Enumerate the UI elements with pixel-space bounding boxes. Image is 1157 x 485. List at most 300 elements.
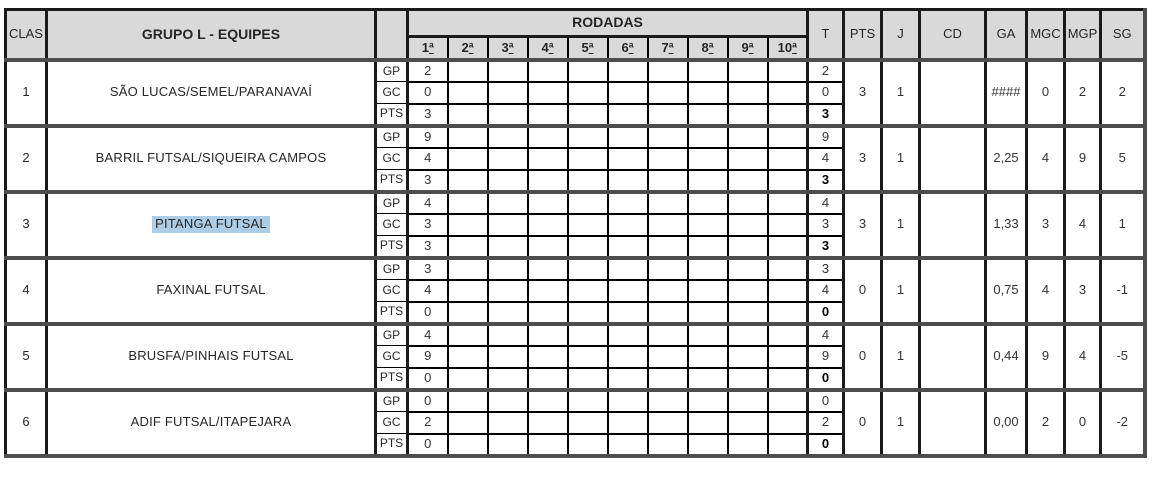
pts-cell[interactable]: 0 xyxy=(844,390,882,456)
mgp-cell[interactable]: 0 xyxy=(1065,390,1101,456)
round-cell[interactable]: 9 xyxy=(408,126,448,148)
sg-cell[interactable]: -5 xyxy=(1101,324,1145,390)
team-name-cell[interactable] xyxy=(47,258,376,324)
pts-cell[interactable]: 3 xyxy=(844,192,882,258)
round-cell[interactable] xyxy=(528,434,568,456)
total-gp-cell[interactable]: 4 xyxy=(808,192,844,214)
ga-cell[interactable]: 1,33 xyxy=(986,192,1027,258)
round-cell[interactable] xyxy=(688,192,728,214)
round-cell[interactable] xyxy=(768,236,808,258)
sg-cell[interactable]: -1 xyxy=(1101,258,1145,324)
round-cell[interactable] xyxy=(448,368,488,390)
round-cell[interactable] xyxy=(568,390,608,412)
round-cell[interactable] xyxy=(488,302,528,324)
total-gp-cell[interactable]: 9 xyxy=(808,126,844,148)
round-cell[interactable]: 4 xyxy=(408,324,448,346)
round-cell[interactable] xyxy=(728,126,768,148)
round-cell[interactable] xyxy=(768,434,808,456)
col-header-sg[interactable]: SG xyxy=(1101,10,1145,60)
mgp-cell[interactable]: 3 xyxy=(1065,258,1101,324)
round-cell[interactable] xyxy=(448,302,488,324)
round-cell[interactable] xyxy=(688,148,728,170)
round-cell[interactable] xyxy=(488,280,528,302)
round-cell[interactable] xyxy=(728,104,768,126)
round-cell[interactable] xyxy=(608,236,648,258)
j-cell[interactable]: 1 xyxy=(882,258,920,324)
clas-cell[interactable]: 2 xyxy=(6,126,47,192)
total-pts-cell[interactable]: 3 xyxy=(808,236,844,258)
round-cell[interactable] xyxy=(528,236,568,258)
col-header-ga[interactable]: GA xyxy=(986,10,1027,60)
round-cell[interactable] xyxy=(528,104,568,126)
round-cell[interactable] xyxy=(568,412,608,434)
total-pts-cell[interactable]: 3 xyxy=(808,170,844,192)
round-cell[interactable] xyxy=(688,170,728,192)
round-cell[interactable] xyxy=(488,126,528,148)
round-cell[interactable] xyxy=(528,390,568,412)
col-header-round-9[interactable] xyxy=(728,37,768,60)
round-cell[interactable] xyxy=(688,104,728,126)
mgp-cell[interactable]: 4 xyxy=(1065,192,1101,258)
cd-cell[interactable] xyxy=(920,324,986,390)
round-cell[interactable]: 9 xyxy=(408,346,448,368)
row-label-pts[interactable]: PTS xyxy=(376,368,408,390)
round-cell[interactable] xyxy=(648,148,688,170)
pts-cell[interactable]: 3 xyxy=(844,60,882,126)
round-cell[interactable] xyxy=(488,324,528,346)
row-label-gc[interactable]: GC xyxy=(376,412,408,434)
round-cell[interactable] xyxy=(488,104,528,126)
ga-cell[interactable]: #### xyxy=(986,60,1027,126)
col-header-pts[interactable]: PTS xyxy=(844,10,882,60)
round-cell[interactable] xyxy=(448,104,488,126)
row-label-gc[interactable]: GC xyxy=(376,214,408,236)
round-ordinal: ª xyxy=(792,39,797,55)
col-header-round-5[interactable] xyxy=(568,37,608,60)
row-label-gc[interactable]: GC xyxy=(376,82,408,104)
round-cell[interactable] xyxy=(728,390,768,412)
round-cell[interactable] xyxy=(488,192,528,214)
clas-cell[interactable]: 6 xyxy=(6,390,47,456)
round-cell[interactable] xyxy=(728,368,768,390)
round-cell[interactable] xyxy=(488,82,528,104)
round-cell[interactable] xyxy=(488,258,528,280)
round-cell[interactable] xyxy=(768,368,808,390)
round-cell[interactable] xyxy=(688,126,728,148)
round-cell[interactable] xyxy=(488,434,528,456)
total-gc-cell[interactable]: 3 xyxy=(808,214,844,236)
round-cell[interactable] xyxy=(528,258,568,280)
row-label-gp[interactable]: GP xyxy=(376,126,408,148)
round-cell[interactable]: 3 xyxy=(408,214,448,236)
round-cell[interactable] xyxy=(608,60,648,82)
round-cell[interactable] xyxy=(528,126,568,148)
round-cell[interactable] xyxy=(768,390,808,412)
round-cell[interactable] xyxy=(648,390,688,412)
round-cell[interactable] xyxy=(568,434,608,456)
round-cell[interactable] xyxy=(728,258,768,280)
col-header-group[interactable]: GRUPO L - EQUIPES xyxy=(47,10,376,60)
round-number: 8 xyxy=(701,39,709,55)
col-header-t[interactable]: T xyxy=(808,10,844,60)
round-cell[interactable] xyxy=(768,280,808,302)
col-header-round-6[interactable] xyxy=(608,37,648,60)
team-name-cell[interactable] xyxy=(47,60,376,126)
cd-cell[interactable] xyxy=(920,126,986,192)
mgc-cell[interactable]: 4 xyxy=(1027,258,1065,324)
round-cell[interactable]: 2 xyxy=(408,412,448,434)
row-label-gp[interactable]: GP xyxy=(376,324,408,346)
round-cell[interactable]: 0 xyxy=(408,302,448,324)
round-cell[interactable] xyxy=(448,126,488,148)
round-cell[interactable] xyxy=(728,346,768,368)
round-cell[interactable] xyxy=(688,214,728,236)
round-cell[interactable]: 3 xyxy=(408,170,448,192)
round-cell[interactable] xyxy=(608,302,648,324)
pts-cell[interactable]: 3 xyxy=(844,126,882,192)
pts-cell[interactable]: 0 xyxy=(844,258,882,324)
round-cell[interactable] xyxy=(648,170,688,192)
total-gc-cell[interactable]: 4 xyxy=(808,280,844,302)
round-cell[interactable]: 0 xyxy=(408,368,448,390)
row-label-pts[interactable]: PTS xyxy=(376,434,408,456)
cd-cell[interactable] xyxy=(920,192,986,258)
round-cell[interactable] xyxy=(608,214,648,236)
round-cell[interactable]: 4 xyxy=(408,148,448,170)
round-cell[interactable] xyxy=(448,236,488,258)
round-cell[interactable] xyxy=(488,214,528,236)
mgc-cell[interactable]: 3 xyxy=(1027,192,1065,258)
round-cell[interactable] xyxy=(768,412,808,434)
round-cell[interactable] xyxy=(648,434,688,456)
round-cell[interactable] xyxy=(608,346,648,368)
round-cell[interactable] xyxy=(528,170,568,192)
round-cell[interactable] xyxy=(488,170,528,192)
cd-cell[interactable] xyxy=(920,258,986,324)
round-cell[interactable] xyxy=(568,280,608,302)
round-cell[interactable] xyxy=(448,258,488,280)
j-cell[interactable]: 1 xyxy=(882,390,920,456)
round-cell[interactable] xyxy=(768,126,808,148)
row-label-pts[interactable]: PTS xyxy=(376,104,408,126)
round-cell[interactable] xyxy=(528,280,568,302)
ga-cell[interactable]: 0,00 xyxy=(986,390,1027,456)
round-cell[interactable] xyxy=(568,368,608,390)
round-cell[interactable] xyxy=(768,324,808,346)
clas-cell[interactable]: 5 xyxy=(6,324,47,390)
j-cell[interactable]: 1 xyxy=(882,192,920,258)
round-cell[interactable] xyxy=(688,368,728,390)
round-cell[interactable] xyxy=(448,82,488,104)
round-cell[interactable] xyxy=(448,192,488,214)
round-cell[interactable] xyxy=(448,390,488,412)
round-cell[interactable] xyxy=(688,280,728,302)
round-cell[interactable] xyxy=(728,412,768,434)
round-cell[interactable] xyxy=(488,346,528,368)
round-cell[interactable] xyxy=(448,412,488,434)
row-label-pts[interactable]: PTS xyxy=(376,170,408,192)
round-cell[interactable] xyxy=(608,126,648,148)
round-cell[interactable]: 4 xyxy=(408,192,448,214)
round-cell[interactable] xyxy=(768,192,808,214)
sg-cell[interactable]: 1 xyxy=(1101,192,1145,258)
round-cell[interactable] xyxy=(728,236,768,258)
round-cell[interactable] xyxy=(688,434,728,456)
round-number: 3 xyxy=(501,39,509,55)
round-cell[interactable] xyxy=(568,324,608,346)
mgp-cell[interactable]: 4 xyxy=(1065,324,1101,390)
round-cell[interactable] xyxy=(568,170,608,192)
round-cell[interactable] xyxy=(488,148,528,170)
round-cell[interactable] xyxy=(768,60,808,82)
col-header-cd[interactable]: CD xyxy=(920,10,986,60)
round-cell[interactable] xyxy=(688,236,728,258)
round-cell[interactable] xyxy=(728,170,768,192)
round-cell[interactable] xyxy=(768,214,808,236)
round-cell[interactable] xyxy=(728,280,768,302)
row-label-gp[interactable]: GP xyxy=(376,192,408,214)
total-gc-cell[interactable]: 2 xyxy=(808,412,844,434)
round-cell[interactable] xyxy=(448,280,488,302)
round-cell[interactable] xyxy=(448,60,488,82)
round-cell[interactable] xyxy=(608,148,648,170)
total-pts-cell[interactable]: 3 xyxy=(808,104,844,126)
round-cell[interactable] xyxy=(648,258,688,280)
row-label-gp[interactable]: GP xyxy=(376,60,408,82)
mgp-cell[interactable]: 9 xyxy=(1065,126,1101,192)
round-cell[interactable] xyxy=(608,412,648,434)
total-gp-cell[interactable]: 2 xyxy=(808,60,844,82)
team-name-cell[interactable] xyxy=(47,126,376,192)
round-cell[interactable] xyxy=(688,60,728,82)
round-cell[interactable] xyxy=(768,346,808,368)
round-number: 2 xyxy=(461,39,469,55)
mgp-cell[interactable]: 2 xyxy=(1065,60,1101,126)
round-cell[interactable] xyxy=(768,104,808,126)
mgc-cell[interactable]: 9 xyxy=(1027,324,1065,390)
round-number: 7 xyxy=(661,39,669,55)
round-cell[interactable] xyxy=(448,324,488,346)
round-cell[interactable]: 3 xyxy=(408,104,448,126)
round-cell[interactable] xyxy=(768,148,808,170)
total-gp-cell[interactable]: 4 xyxy=(808,324,844,346)
round-cell[interactable] xyxy=(768,170,808,192)
round-cell[interactable] xyxy=(608,434,648,456)
clas-cell[interactable]: 1 xyxy=(6,60,47,126)
ga-cell[interactable]: 0,75 xyxy=(986,258,1027,324)
round-cell[interactable] xyxy=(528,368,568,390)
round-cell[interactable] xyxy=(608,104,648,126)
round-cell[interactable] xyxy=(728,82,768,104)
round-cell[interactable] xyxy=(728,148,768,170)
round-cell[interactable]: 0 xyxy=(408,390,448,412)
round-cell[interactable] xyxy=(488,390,528,412)
round-cell[interactable] xyxy=(728,324,768,346)
round-cell[interactable] xyxy=(608,324,648,346)
round-cell[interactable] xyxy=(688,302,728,324)
round-cell[interactable] xyxy=(448,214,488,236)
round-cell[interactable] xyxy=(648,126,688,148)
team-name-cell[interactable] xyxy=(47,192,376,258)
col-header-rodadas[interactable]: RODADAS xyxy=(408,10,808,37)
sg-cell[interactable]: -2 xyxy=(1101,390,1145,456)
col-header-mgp[interactable]: MGP xyxy=(1065,10,1101,60)
j-cell[interactable]: 1 xyxy=(882,60,920,126)
pts-cell[interactable]: 0 xyxy=(844,324,882,390)
round-cell[interactable] xyxy=(688,324,728,346)
total-pts-cell[interactable]: 0 xyxy=(808,434,844,456)
clas-cell[interactable]: 3 xyxy=(6,192,47,258)
round-cell[interactable] xyxy=(728,192,768,214)
col-header-j[interactable]: J xyxy=(882,10,920,60)
round-cell[interactable] xyxy=(608,258,648,280)
round-cell[interactable] xyxy=(688,346,728,368)
row-label-gp[interactable]: GP xyxy=(376,258,408,280)
total-gp-cell[interactable]: 0 xyxy=(808,390,844,412)
total-gc-cell[interactable]: 0 xyxy=(808,82,844,104)
round-cell[interactable]: 3 xyxy=(408,258,448,280)
row-label-pts[interactable]: PTS xyxy=(376,236,408,258)
round-cell[interactable] xyxy=(528,148,568,170)
round-cell[interactable]: 0 xyxy=(408,82,448,104)
round-cell[interactable] xyxy=(728,434,768,456)
j-cell[interactable]: 1 xyxy=(882,126,920,192)
col-header-round-8[interactable] xyxy=(688,37,728,60)
round-cell[interactable] xyxy=(488,60,528,82)
round-cell[interactable] xyxy=(568,258,608,280)
round-cell[interactable] xyxy=(528,324,568,346)
round-cell[interactable] xyxy=(488,412,528,434)
round-cell[interactable] xyxy=(688,258,728,280)
total-gc-cell[interactable]: 9 xyxy=(808,346,844,368)
sg-cell[interactable]: 2 xyxy=(1101,60,1145,126)
round-cell[interactable] xyxy=(488,368,528,390)
round-cell[interactable] xyxy=(768,258,808,280)
round-cell[interactable] xyxy=(608,280,648,302)
round-cell[interactable] xyxy=(568,236,608,258)
round-cell[interactable] xyxy=(528,60,568,82)
mgc-cell[interactable]: 0 xyxy=(1027,60,1065,126)
round-cell[interactable] xyxy=(528,82,568,104)
row-label-gp[interactable]: GP xyxy=(376,390,408,412)
col-header-round-2[interactable] xyxy=(448,37,488,60)
cd-cell[interactable] xyxy=(920,60,986,126)
round-cell[interactable] xyxy=(648,368,688,390)
team-row xyxy=(6,126,1145,148)
round-cell[interactable] xyxy=(648,280,688,302)
col-header-round-10[interactable] xyxy=(768,37,808,60)
row-label-gc[interactable]: GC xyxy=(376,280,408,302)
round-cell[interactable] xyxy=(528,412,568,434)
ga-cell[interactable]: 2,25 xyxy=(986,126,1027,192)
col-header-round-3[interactable] xyxy=(488,37,528,60)
round-cell[interactable] xyxy=(568,126,608,148)
round-cell[interactable]: 2 xyxy=(408,60,448,82)
round-cell[interactable] xyxy=(768,302,808,324)
round-cell[interactable] xyxy=(648,214,688,236)
round-cell[interactable] xyxy=(568,104,608,126)
round-cell[interactable] xyxy=(688,390,728,412)
round-cell[interactable] xyxy=(608,170,648,192)
round-cell[interactable] xyxy=(528,214,568,236)
col-header-round-1[interactable] xyxy=(408,37,448,60)
col-header-round-4[interactable] xyxy=(528,37,568,60)
round-cell[interactable] xyxy=(568,82,608,104)
round-cell[interactable] xyxy=(648,104,688,126)
round-ordinal: ª xyxy=(468,39,474,55)
round-cell[interactable] xyxy=(688,82,728,104)
round-cell[interactable] xyxy=(528,346,568,368)
row-label-gc[interactable]: GC xyxy=(376,346,408,368)
round-cell[interactable] xyxy=(648,192,688,214)
ga-cell[interactable]: 0,44 xyxy=(986,324,1027,390)
round-cell[interactable] xyxy=(528,302,568,324)
round-ordinal: ª xyxy=(548,39,554,55)
col-header-round-7[interactable] xyxy=(648,37,688,60)
round-cell[interactable] xyxy=(608,82,648,104)
row-label-gc[interactable]: GC xyxy=(376,148,408,170)
round-cell[interactable] xyxy=(528,192,568,214)
round-cell[interactable] xyxy=(608,390,648,412)
team-name-cell[interactable] xyxy=(47,390,376,456)
j-cell[interactable]: 1 xyxy=(882,324,920,390)
cd-cell[interactable] xyxy=(920,390,986,456)
round-cell[interactable] xyxy=(568,346,608,368)
round-cell[interactable] xyxy=(728,60,768,82)
round-cell[interactable] xyxy=(448,148,488,170)
round-cell[interactable] xyxy=(648,236,688,258)
col-header-clas[interactable]: CLAS xyxy=(6,10,47,60)
round-cell[interactable] xyxy=(688,412,728,434)
round-cell[interactable]: 3 xyxy=(408,236,448,258)
round-cell[interactable] xyxy=(728,214,768,236)
round-cell[interactable]: 0 xyxy=(408,434,448,456)
col-header-sublabel[interactable] xyxy=(376,10,408,60)
round-cell[interactable] xyxy=(448,170,488,192)
round-cell[interactable] xyxy=(568,60,608,82)
round-cell[interactable] xyxy=(648,60,688,82)
round-cell[interactable] xyxy=(648,346,688,368)
round-cell[interactable] xyxy=(448,346,488,368)
team-name-cell[interactable] xyxy=(47,324,376,390)
round-cell[interactable] xyxy=(648,324,688,346)
round-cell[interactable] xyxy=(648,82,688,104)
sg-cell[interactable]: 5 xyxy=(1101,126,1145,192)
round-cell[interactable] xyxy=(568,302,608,324)
round-cell[interactable] xyxy=(568,192,608,214)
row-label-pts[interactable]: PTS xyxy=(376,302,408,324)
clas-cell[interactable]: 4 xyxy=(6,258,47,324)
round-cell[interactable] xyxy=(488,236,528,258)
round-cell[interactable] xyxy=(568,148,608,170)
round-cell[interactable]: 4 xyxy=(408,280,448,302)
round-cell[interactable] xyxy=(608,368,648,390)
round-cell[interactable] xyxy=(568,214,608,236)
round-cell[interactable] xyxy=(728,302,768,324)
total-pts-cell[interactable]: 0 xyxy=(808,302,844,324)
total-gp-cell[interactable]: 3 xyxy=(808,258,844,280)
total-pts-cell[interactable]: 0 xyxy=(808,368,844,390)
round-cell[interactable] xyxy=(648,302,688,324)
round-cell[interactable] xyxy=(448,434,488,456)
round-cell[interactable] xyxy=(768,82,808,104)
round-cell[interactable] xyxy=(648,412,688,434)
mgc-cell[interactable]: 2 xyxy=(1027,390,1065,456)
round-cell[interactable] xyxy=(608,192,648,214)
col-header-mgc[interactable]: MGC xyxy=(1027,10,1065,60)
mgc-cell[interactable]: 4 xyxy=(1027,126,1065,192)
total-gc-cell[interactable]: 4 xyxy=(808,148,844,170)
